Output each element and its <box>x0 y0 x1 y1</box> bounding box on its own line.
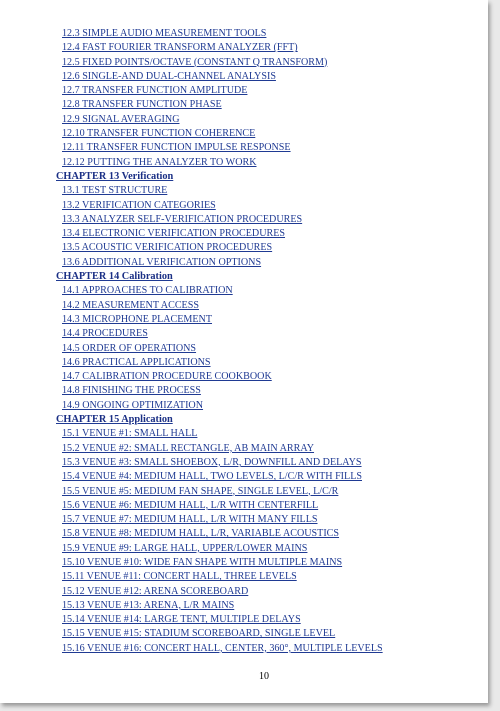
toc-section-link[interactable]: 12.9 SIGNAL AVERAGING <box>62 113 180 125</box>
toc-section-link[interactable]: 15.9 VENUE #9: LARGE HALL, UPPER/LOWER MAINS <box>62 542 308 554</box>
toc-section-link[interactable]: 15.4 VENUE #4: MEDIUM HALL, TWO LEVELS, L/C/R WITH FILLS <box>62 471 362 483</box>
toc-section-link[interactable]: 15.11 VENUE #11: CONCERT HALL, THREE LEVELS <box>62 571 297 583</box>
toc-chapter-link[interactable]: CHAPTER 14 Calibration <box>56 271 173 283</box>
toc-section-link[interactable]: 13.6 ADDITIONAL VERIFICATION OPTIONS <box>62 256 262 268</box>
toc-section-link[interactable]: 14.8 FINISHING THE PROCESS <box>62 385 201 397</box>
toc-section-link[interactable]: 13.4 ELECTRONIC VERIFICATION PROCEDURES <box>62 228 286 240</box>
toc-section-link[interactable]: 15.3 VENUE #3: SMALL SHOEBOX, L/R, DOWNFILL AND DELAYS <box>62 456 362 468</box>
toc-section-link[interactable]: 15.1 VENUE #1: SMALL HALL <box>62 428 198 440</box>
toc-section-link[interactable]: 14.3 MICROPHONE PLACEMENT <box>62 313 213 325</box>
toc-section-link[interactable]: 12.11 TRANSFER FUNCTION IMPULSE RESPONSE <box>62 142 291 154</box>
toc-section-link[interactable]: 13.1 TEST STRUCTURE <box>62 185 168 197</box>
toc-section-link[interactable]: 14.7 CALIBRATION PROCEDURE COOKBOOK <box>62 371 272 383</box>
toc-section-link[interactable]: 15.14 VENUE #14: LARGE TENT, MULTIPLE DELAYS <box>62 614 301 626</box>
toc-section-link[interactable]: 15.6 VENUE #6: MEDIUM HALL, L/R WITH CENTERFILL <box>62 499 319 511</box>
toc-section-link[interactable]: 15.12 VENUE #12: ARENA SCOREBOARD <box>62 585 249 597</box>
toc-chapter-link[interactable]: CHAPTER 13 Verification <box>56 170 174 182</box>
table-of-contents <box>0 27 488 656</box>
toc-section-link[interactable]: 12.4 FAST FOURIER TRANSFORM ANALYZER (FFT) <box>62 42 298 54</box>
toc-section-link[interactable]: 12.3 SIMPLE AUDIO MEASUREMENT TOOLS <box>62 28 267 39</box>
toc-section-link[interactable]: 12.6 SINGLE-AND DUAL-CHANNEL ANALYSIS <box>62 70 276 82</box>
toc-section-link[interactable]: 14.5 ORDER OF OPERATIONS <box>62 342 197 354</box>
toc-section-link[interactable]: 12.8 TRANSFER FUNCTION PHASE <box>62 99 222 111</box>
toc-section-link[interactable]: 14.4 PROCEDURES <box>62 328 148 340</box>
toc-section-link[interactable]: 14.1 APPROACHES TO CALIBRATION <box>62 285 233 297</box>
toc-section-link[interactable]: 14.2 MEASUREMENT ACCESS <box>62 299 199 311</box>
toc-section-link[interactable]: 12.7 TRANSFER FUNCTION AMPLITUDE <box>62 85 248 97</box>
toc-section-link[interactable]: 15.7 VENUE #7: MEDIUM HALL, L/R WITH MANY FILLS <box>62 514 318 526</box>
toc-section-link[interactable]: 12.12 PUTTING THE ANALYZER TO WORK <box>62 156 257 168</box>
toc-section-link[interactable]: 15.2 VENUE #2: SMALL RECTANGLE, AB MAIN ARRAY <box>62 442 315 454</box>
toc-section-link[interactable]: 14.6 PRACTICAL APPLICATIONS <box>62 356 211 368</box>
toc-section-link[interactable]: 15.13 VENUE #13: ARENA, L/R MAINS <box>62 599 235 611</box>
toc-section-link[interactable]: 13.2 VERIFICATION CATEGORIES <box>62 199 216 211</box>
toc-section-link[interactable]: 15.15 VENUE #15: STADIUM SCOREBOARD, SINGLE LEVEL <box>62 628 336 640</box>
toc-section-link[interactable]: 12.10 TRANSFER FUNCTION COHERENCE <box>62 128 256 140</box>
toc-section-link[interactable]: 15.10 VENUE #10: WIDE FAN SHAPE WITH MULTIPLE MAINS <box>62 556 343 568</box>
toc-section-link[interactable]: 15.8 VENUE #8: MEDIUM HALL, L/R, VARIABLE ACOUSTICS <box>62 528 340 540</box>
toc-section-link[interactable]: 14.9 ONGOING OPTIMIZATION <box>62 399 204 411</box>
toc-chapter-link[interactable]: CHAPTER 15 Application <box>56 414 173 426</box>
toc-section-link[interactable]: 12.5 FIXED POINTS/OCTAVE (CONSTANT Q TRANSFORM) <box>62 56 328 68</box>
page-number: 10 <box>259 671 269 682</box>
toc-section-link[interactable]: 15.16 VENUE #16: CONCERT HALL, CENTER, 360°, MULTIPLE LEVELS <box>62 642 383 654</box>
toc-section-link[interactable]: 13.5 ACOUSTIC VERIFICATION PROCEDURES <box>62 242 273 254</box>
toc-section-link[interactable]: 15.5 VENUE #5: MEDIUM FAN SHAPE, SINGLE LEVEL, L/C/R <box>62 485 339 497</box>
toc-section-link[interactable]: 13.3 ANALYZER SELF-VERIFICATION PROCEDURES <box>62 213 303 225</box>
